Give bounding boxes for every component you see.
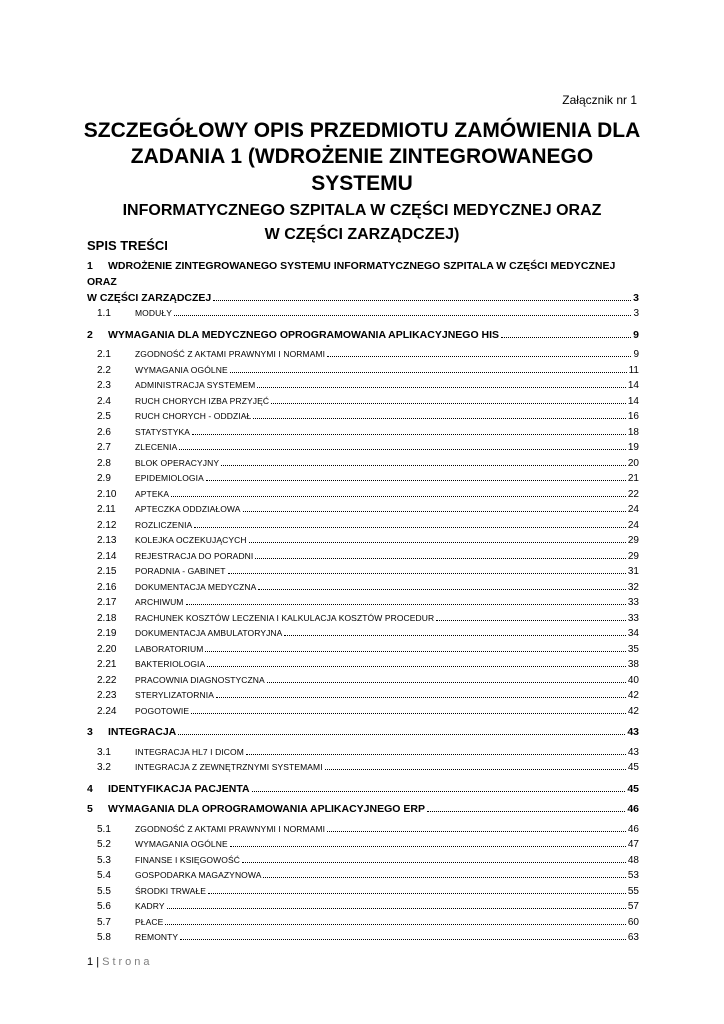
footer-page-label: Strona — [102, 956, 153, 968]
toc-entry-number: 5.3 — [97, 854, 111, 866]
toc-entry[interactable] — [87, 760, 639, 776]
toc-entry[interactable] — [87, 328, 639, 343]
toc-entry-page: 31 — [627, 566, 639, 577]
toc-entry[interactable] — [87, 915, 639, 931]
toc-entry-page: 38 — [627, 659, 639, 670]
toc-leader-dots — [246, 746, 626, 755]
toc-entry[interactable] — [87, 837, 639, 853]
toc-entry-text: KADRY — [135, 901, 165, 911]
toc-entry-text: PRACOWNIA DIAGNOSTYCZNA — [135, 674, 265, 685]
toc-entry-text: WYMAGANIA DLA MEDYCZNEGO OPROGRAMOWANIA APLIKACYJNEGO HIS — [108, 328, 500, 341]
toc-entry-page: 3 — [633, 308, 639, 319]
toc-leader-dots — [242, 854, 626, 863]
toc-entry-text: ŚRODKI TRWAŁE — [135, 885, 207, 896]
title-line-3: INFORMATYCZNEGO SZPITALA W CZĘŚCI MEDYCZNEJ ORAZ — [122, 201, 602, 219]
toc-entry-page: 22 — [627, 488, 639, 500]
toc-entry-page: 29 — [627, 550, 639, 562]
toc-leader-dots — [501, 329, 631, 338]
toc-entry[interactable] — [87, 725, 639, 740]
toc-entry-number: 2.12 — [97, 519, 117, 531]
toc-entry-number: 2.16 — [97, 581, 117, 593]
toc-entry-text: DOKUMENTACJA MEDYCZNA — [135, 581, 257, 592]
toc-entry-text: LABORATORIUM — [135, 643, 204, 654]
toc-entry[interactable] — [87, 673, 639, 689]
toc-entry[interactable] — [87, 425, 639, 441]
toc-entry[interactable] — [87, 782, 639, 797]
toc-entry-text: BLOK OPERACYJNY — [135, 457, 220, 468]
toc-entry[interactable] — [87, 853, 639, 869]
toc-entry-text: ZLECENIA — [135, 442, 178, 452]
toc-leader-dots — [271, 395, 626, 404]
toc-entry-page: 43 — [627, 726, 639, 738]
toc-entry-number: 2.18 — [97, 612, 117, 624]
toc-entry-text: ROZLICZENIA — [135, 519, 193, 530]
toc-leader-dots — [174, 307, 631, 316]
toc-leader-dots — [427, 803, 625, 812]
toc-entry[interactable] — [87, 868, 639, 884]
toc-entry[interactable] — [87, 409, 639, 425]
toc-entry[interactable] — [87, 518, 639, 534]
toc-entry-number: 3.2 — [97, 762, 111, 773]
toc-entry-text: IDENTYFIKACJA PACJENTA — [108, 782, 250, 795]
toc-leader-dots — [191, 705, 626, 714]
toc-leader-dots — [171, 488, 626, 497]
table-of-contents — [87, 256, 639, 946]
toc-entry-text: ARCHIWUM — [135, 597, 184, 607]
toc-entry-number: 2.15 — [97, 566, 117, 577]
toc-entry[interactable] — [87, 347, 639, 363]
toc-entry-number: 4 — [87, 782, 93, 795]
toc-entry-number: 2.8 — [97, 457, 111, 469]
toc-entry[interactable] — [87, 533, 639, 549]
toc-entry-text: RUCH CHORYCH - ODDZIAŁ — [135, 411, 252, 421]
toc-entry-number: 2.6 — [97, 426, 111, 438]
toc-entry-page: 42 — [627, 705, 639, 717]
toc-entry-number: 5.8 — [97, 932, 111, 943]
toc-entry-page: 16 — [627, 411, 639, 422]
toc-entry-text: ADMINISTRACJA SYSTEMEM — [135, 380, 256, 390]
toc-entry-text: ZGODNOŚĆ Z AKTAMI PRAWNYMI I NORMAMI — [135, 349, 326, 359]
toc-entry-number: 5.1 — [97, 823, 111, 835]
title-line-4: W CZĘŚCI ZARZĄDCZEJ) — [264, 225, 460, 243]
toc-entry-number: 5.5 — [97, 885, 111, 897]
toc-leader-dots — [206, 472, 626, 481]
toc-entry-page: 18 — [627, 426, 639, 438]
toc-entry-page: 11 — [628, 364, 639, 376]
toc-entry-text: INTEGRACJA — [108, 726, 177, 738]
toc-entry-number: 5.6 — [97, 901, 111, 912]
toc-entry-text: POGOTOWIE — [135, 705, 190, 716]
toc-entry-page: 43 — [627, 746, 639, 758]
toc-entry-page: 35 — [627, 643, 639, 655]
toc-entry[interactable] — [87, 363, 639, 379]
toc-entry-text: RUCH CHORYCH IZBA PRZYJĘĆ — [135, 395, 270, 406]
toc-entry[interactable] — [87, 626, 639, 642]
toc-entry-page: 32 — [627, 581, 639, 593]
toc-entry-page: 9 — [633, 328, 639, 341]
toc-entry-text: WYMAGANIA OGÓLNE — [135, 364, 228, 375]
toc-entry-page: 24 — [627, 519, 639, 531]
toc-leader-dots — [179, 441, 626, 450]
toc-entry[interactable] — [87, 822, 639, 838]
toc-entry-number: 3.1 — [97, 746, 111, 758]
toc-entry-1[interactable] — [87, 258, 639, 306]
toc-entry-text: KOLEJKA OCZEKUJĄCYCH — [135, 535, 247, 545]
toc-entry[interactable] — [87, 487, 639, 503]
toc-leader-dots — [230, 838, 626, 847]
toc-list — [87, 306, 639, 946]
toc-entry-text: DOKUMENTACJA AMBULATORYJNA — [135, 628, 283, 638]
toc-entry[interactable] — [87, 899, 639, 915]
toc-entry-text: RACHUNEK KOSZTÓW LECZENIA I KALKULACJA KOSZTÓW PROCEDUR — [135, 612, 435, 623]
toc-entry-page: 34 — [627, 628, 639, 639]
toc-entry-page: 19 — [627, 442, 639, 453]
toc-entry-page: 47 — [627, 839, 639, 850]
toc-entry-page: 48 — [627, 854, 639, 866]
toc-entry-number: 5.7 — [97, 916, 111, 928]
toc-entry-number: 2.10 — [97, 488, 117, 500]
toc-entry[interactable] — [87, 930, 639, 946]
toc-entry-text: PŁACE — [135, 916, 164, 927]
toc-entry-number: 2.3 — [97, 380, 111, 391]
toc-entry-text: FINANSE I KSIĘGOWOŚĆ — [135, 854, 240, 865]
toc-entry-text: REMONTY — [135, 932, 179, 942]
toc-entry-text: ZGODNOŚĆ Z AKTAMI PRAWNYMI I NORMAMI — [135, 823, 326, 834]
toc-entry-text: WYMAGANIA OGÓLNE — [135, 839, 228, 849]
toc-entry[interactable] — [87, 456, 639, 472]
toc-leader-dots — [252, 783, 626, 792]
toc-leader-dots — [249, 534, 626, 543]
toc-entry[interactable] — [87, 704, 639, 720]
toc-leader-dots — [327, 823, 626, 832]
toc-leader-dots — [178, 726, 625, 735]
toc-entry-page: 45 — [627, 782, 639, 795]
toc-entry-number: 2.1 — [97, 349, 111, 360]
toc-entry-page: 40 — [627, 674, 639, 686]
toc-entry-page: 46 — [627, 803, 639, 815]
toc-leader-dots — [207, 658, 626, 667]
toc-leader-dots — [325, 761, 626, 770]
toc-entry[interactable] — [87, 642, 639, 658]
toc-entry-page: 53 — [627, 870, 639, 881]
toc-entry-number: 2.17 — [97, 597, 117, 608]
toc-entry-page: 3 — [633, 292, 639, 304]
toc-leader-dots — [208, 885, 626, 894]
toc-leader-dots — [267, 674, 626, 683]
toc-entry[interactable] — [87, 502, 639, 518]
toc-entry-text: APTEKA — [135, 488, 170, 499]
toc-entry[interactable] — [87, 657, 639, 673]
toc-leader-dots — [180, 931, 626, 940]
toc-entry[interactable] — [87, 595, 639, 611]
toc-entry-number: 1 — [87, 260, 93, 272]
toc-entry-number: 2 — [87, 328, 93, 341]
toc-entry-number: 2.9 — [97, 473, 111, 484]
toc-entry-number: 2.24 — [97, 705, 117, 717]
toc-entry-text: STATYSTYKA — [135, 426, 191, 437]
toc-entry-text: PORADNIA - GABINET — [135, 566, 226, 576]
toc-entry-number: 2.13 — [97, 535, 117, 546]
toc-entry-number: 2.21 — [97, 659, 117, 670]
page-footer — [87, 956, 153, 968]
toc-entry-page: 33 — [627, 597, 639, 608]
toc-entry-number: 2.14 — [97, 550, 117, 562]
toc-entry-page: 55 — [627, 885, 639, 897]
toc-entry-number: 2.5 — [97, 411, 111, 422]
toc-entry-number: 2.2 — [97, 364, 111, 376]
title-line-1: SZCZEGÓŁOWY OPIS PRZEDMIOTU ZAMÓWIENIA DLA — [83, 119, 641, 142]
toc-entry-page: 24 — [627, 504, 639, 515]
toc-entry-page: 57 — [627, 901, 639, 912]
toc-entry[interactable] — [87, 580, 639, 596]
toc-entry-number: 2.23 — [97, 690, 117, 701]
toc-leader-dots — [327, 348, 631, 357]
toc-entry-text: MODUŁY — [135, 308, 172, 318]
toc-entry-number: 2.11 — [97, 504, 116, 515]
toc-leader-dots — [165, 916, 626, 925]
toc-entry-number: 1.1 — [97, 308, 111, 319]
toc-leader-dots — [253, 410, 626, 419]
toc-entry-page: 20 — [627, 457, 639, 469]
toc-entry-page: 14 — [627, 380, 639, 391]
toc-entry-number: 2.20 — [97, 643, 117, 655]
toc-entry-number: 5.4 — [97, 870, 111, 881]
footer-separator: | — [96, 956, 100, 968]
toc-entry-text: EPIDEMIOLOGIA — [135, 473, 204, 483]
toc-entry[interactable] — [87, 564, 639, 580]
toc-leader-dots — [258, 581, 625, 590]
toc-entry-text: STERYLIZATORNIA — [135, 690, 214, 700]
document-title — [80, 118, 644, 245]
toc-leader-dots — [255, 550, 625, 559]
toc-leader-dots — [205, 643, 625, 652]
toc-entry-page: 29 — [627, 535, 639, 546]
toc-entry-number: 2.4 — [97, 395, 111, 407]
toc-entry[interactable] — [87, 394, 639, 410]
toc-entry[interactable] — [87, 745, 639, 761]
toc-entry-text-continued: W CZĘŚCI ZARZĄDCZEJ — [87, 292, 212, 304]
toc-entry-page: 21 — [627, 473, 639, 484]
toc-entry[interactable] — [87, 378, 639, 394]
toc-leader-dots — [186, 596, 626, 605]
toc-entry-text: APTECZKA ODDZIAŁOWA — [135, 504, 241, 514]
toc-entry-page: 33 — [627, 612, 639, 624]
title-line-2: ZADANIA 1 (WDROŻENIE ZINTEGROWANEGO SYSTEMU — [130, 145, 594, 195]
toc-leader-dots — [167, 900, 626, 909]
toc-entry-text: WYMAGANIA DLA OPROGRAMOWANIA APLIKACYJNEGO ERP — [108, 803, 425, 815]
toc-entry-page: 42 — [627, 690, 639, 701]
toc-leader-dots — [216, 689, 626, 698]
toc-entry[interactable] — [87, 611, 639, 627]
toc-leader-dots — [228, 565, 626, 574]
toc-leader-dots — [192, 426, 626, 435]
toc-leader-dots — [284, 627, 625, 636]
toc-entry-page: 14 — [627, 395, 639, 407]
toc-entry-text: INTEGRACJA HL7 I DICOM — [135, 746, 244, 757]
footer-page-number: 1 — [87, 956, 94, 968]
toc-entry-number: 5.2 — [97, 839, 111, 850]
toc-entry-number: 2.7 — [97, 442, 111, 453]
toc-leader-dots — [243, 503, 626, 512]
toc-entry-page: 45 — [627, 762, 639, 773]
toc-entry[interactable] — [87, 802, 639, 817]
toc-leader-dots — [221, 457, 626, 466]
toc-entry-text: REJESTRACJA DO PORADNI — [135, 550, 254, 561]
toc-entry-text: WDROŻENIE ZINTEGROWANEGO SYSTEMU INFORMATYCZNEGO SZPITALA W CZĘŚCI MEDYCZNEJ ORAZ — [87, 260, 616, 288]
attachment-label: Załącznik nr 1 — [562, 93, 637, 107]
toc-entry-page: 63 — [627, 932, 639, 943]
toc-entry-number: 3 — [87, 726, 93, 738]
toc-leader-dots — [263, 869, 625, 878]
toc-entry[interactable] — [87, 549, 639, 565]
toc-entry-number: 2.19 — [97, 628, 117, 639]
toc-entry[interactable] — [87, 688, 639, 704]
toc-entry[interactable] — [87, 440, 639, 456]
toc-entry-page: 60 — [627, 916, 639, 928]
toc-entry-page: 9 — [633, 349, 639, 360]
toc-entry[interactable] — [87, 884, 639, 900]
toc-entry-number: 2.22 — [97, 674, 117, 686]
toc-leader-dots — [213, 292, 631, 301]
toc-entry-text: BAKTERIOLOGIA — [135, 659, 206, 669]
toc-leader-dots — [194, 519, 626, 528]
toc-entry[interactable] — [87, 306, 639, 322]
toc-entry-number: 5 — [87, 803, 93, 815]
toc-leader-dots — [436, 612, 626, 621]
toc-entry-page: 46 — [627, 823, 639, 835]
toc-heading: SPIS TREŚCI — [87, 238, 168, 253]
toc-entry-text: INTEGRACJA Z ZEWNĘTRZNYMI SYSTEMAMI — [135, 762, 323, 772]
toc-leader-dots — [230, 364, 627, 373]
toc-leader-dots — [257, 379, 626, 388]
toc-entry-text: GOSPODARKA MAGAZYNOWA — [135, 870, 262, 880]
toc-entry[interactable] — [87, 471, 639, 487]
